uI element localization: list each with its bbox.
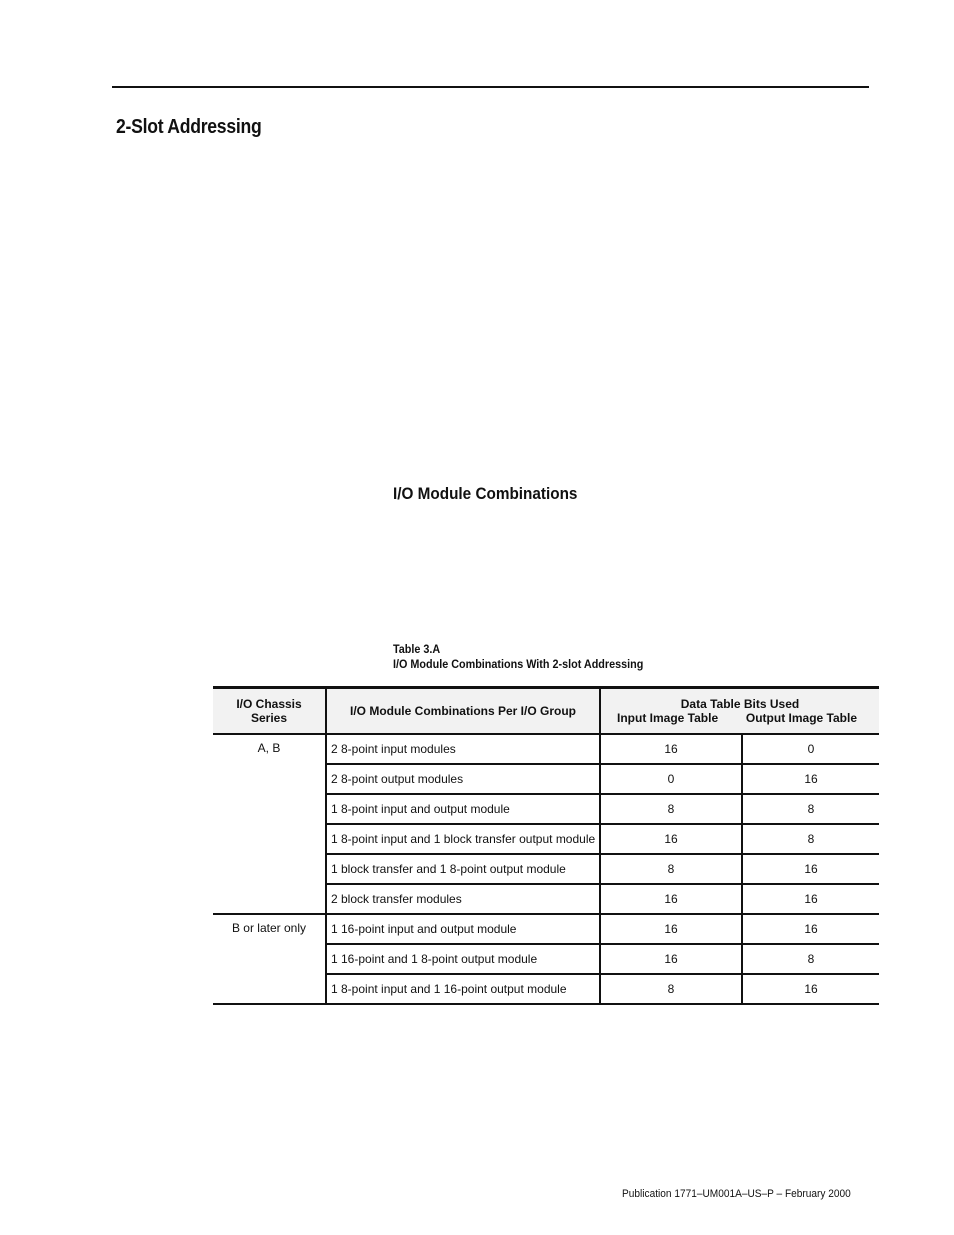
- table-title: I/O Module Combinations With 2-slot Addressing: [393, 657, 644, 671]
- output-bits-cell: 16: [742, 974, 879, 1004]
- input-bits-cell: 8: [600, 854, 742, 884]
- module-combination-cell: 2 block transfer modules: [326, 884, 600, 914]
- module-combination-cell: 1 16-point and 1 8-point output module: [326, 944, 600, 974]
- header-bits-title: Data Table Bits Used: [680, 696, 800, 711]
- table-number: Table 3.A: [393, 642, 441, 656]
- section-title: 2-Slot Addressing: [116, 116, 262, 138]
- module-combination-cell: 1 block transfer and 1 8-point output module: [326, 854, 600, 884]
- input-bits-cell: 16: [600, 944, 742, 974]
- input-bits-cell: 8: [600, 794, 742, 824]
- header-chassis-series: I/O Chassis Series: [236, 696, 302, 725]
- output-bits-cell: 8: [742, 944, 879, 974]
- module-combination-cell: 2 8-point output modules: [326, 764, 600, 794]
- table-header-row: [213, 688, 879, 734]
- header-output-image-table: Output Image Table: [745, 710, 857, 725]
- header-input-image-table: Input Image Table: [617, 710, 719, 725]
- output-bits-cell: 16: [742, 854, 879, 884]
- input-bits-cell: 8: [600, 974, 742, 1004]
- top-rule: [112, 86, 869, 88]
- output-bits-cell: 16: [742, 884, 879, 914]
- output-bits-cell: 16: [742, 764, 879, 794]
- publication-footer: Publication 1771–UM001A–US–P – February 2000: [622, 1188, 851, 1200]
- input-bits-cell: 0: [600, 764, 742, 794]
- output-bits-cell: 8: [742, 794, 879, 824]
- table-caption: [393, 642, 643, 672]
- header-module-combinations: I/O Module Combinations Per I/O Group: [326, 688, 600, 734]
- table-body: [213, 734, 879, 1004]
- chassis-series-cell: A, B: [213, 734, 326, 914]
- table-row: [213, 734, 879, 764]
- input-bits-cell: 16: [600, 914, 742, 944]
- output-bits-cell: 0: [742, 734, 879, 764]
- chassis-series-cell: B or later only: [213, 914, 326, 1004]
- output-bits-cell: 8: [742, 824, 879, 854]
- header-data-table-bits: [600, 688, 879, 734]
- input-bits-cell: 16: [600, 884, 742, 914]
- module-combination-cell: 1 8-point input and output module: [326, 794, 600, 824]
- subsection-title: I/O Module Combinations: [393, 484, 578, 503]
- module-combination-cell: 1 16-point input and output module: [326, 914, 600, 944]
- module-combination-cell: 2 8-point input modules: [326, 734, 600, 764]
- output-bits-cell: 16: [742, 914, 879, 944]
- input-bits-cell: 16: [600, 824, 742, 854]
- module-combination-cell: 1 8-point input and 1 block transfer output module: [326, 824, 600, 854]
- module-combinations-table: [213, 686, 879, 1005]
- input-bits-cell: 16: [600, 734, 742, 764]
- table-row: [213, 914, 879, 944]
- module-combination-cell: 1 8-point input and 1 16-point output module: [326, 974, 600, 1004]
